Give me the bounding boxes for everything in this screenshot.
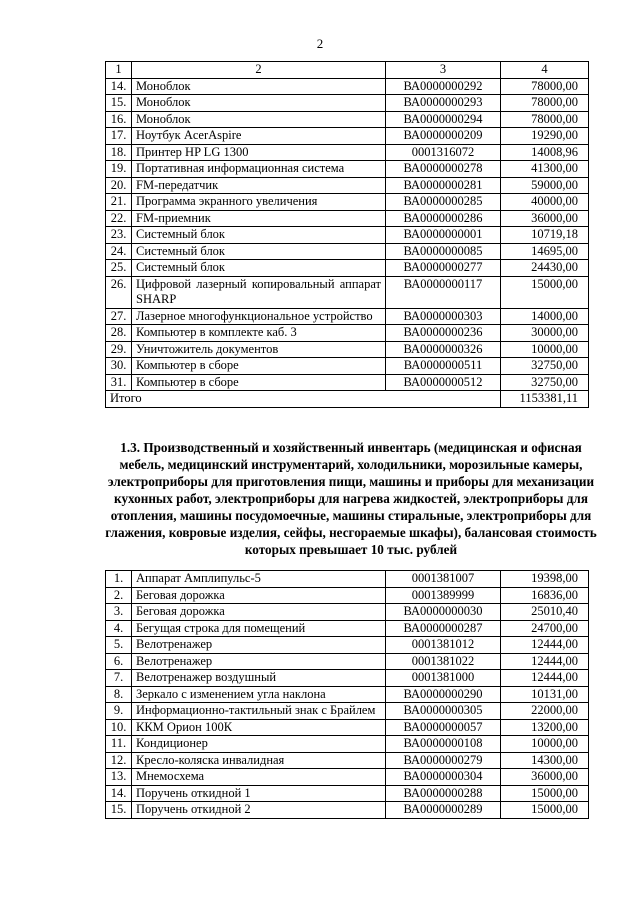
item-value: 10000,00 xyxy=(501,736,589,753)
header-cell: 3 xyxy=(386,62,501,79)
table-row xyxy=(106,227,589,244)
row-number: 10. xyxy=(106,719,132,736)
inventory-code: ВА0000000294 xyxy=(386,111,501,128)
row-number: 20. xyxy=(106,177,132,194)
item-name: Моноблок xyxy=(132,111,386,128)
table-row xyxy=(106,736,589,753)
table-row xyxy=(106,341,589,358)
item-value: 32750,00 xyxy=(501,374,589,391)
inventory-table xyxy=(105,570,589,819)
table-row xyxy=(106,571,589,588)
item-value: 15000,00 xyxy=(501,276,589,308)
item-name: Компьютер в комплекте каб. 3 xyxy=(132,325,386,342)
table-row xyxy=(106,243,589,260)
item-name: Беговая дорожка xyxy=(132,604,386,621)
inventory-code: ВА0000000277 xyxy=(386,260,501,277)
row-number: 18. xyxy=(106,144,132,161)
table-row xyxy=(106,78,589,95)
inventory-code: ВА0000000287 xyxy=(386,620,501,637)
item-name: Системный блок xyxy=(132,260,386,277)
inventory-code: ВА0000000292 xyxy=(386,78,501,95)
row-number: 4. xyxy=(106,620,132,637)
inventory-code: ВА0000000278 xyxy=(386,161,501,178)
table-row xyxy=(106,210,589,227)
inventory-code: ВА0000000289 xyxy=(386,802,501,819)
item-name: Поручень откидной 2 xyxy=(132,802,386,819)
table-row xyxy=(106,637,589,654)
item-name: Велотренажер xyxy=(132,653,386,670)
item-name: FM-передатчик xyxy=(132,177,386,194)
inventory-code: ВА0000000117 xyxy=(386,276,501,308)
inventory-code: ВА0000000303 xyxy=(386,308,501,325)
inventory-code: ВА0000000108 xyxy=(386,736,501,753)
item-value: 16836,00 xyxy=(501,587,589,604)
item-value: 36000,00 xyxy=(501,769,589,786)
inventory-code: ВА0000000281 xyxy=(386,177,501,194)
table-row xyxy=(106,769,589,786)
item-name: Беговая дорожка xyxy=(132,587,386,604)
item-value: 32750,00 xyxy=(501,358,589,375)
item-value: 13200,00 xyxy=(501,719,589,736)
item-name: Уничтожитель документов xyxy=(132,341,386,358)
row-number: 13. xyxy=(106,769,132,786)
table-row xyxy=(106,276,589,308)
row-number: 17. xyxy=(106,128,132,145)
inventory-code: 0001389999 xyxy=(386,587,501,604)
item-value: 14300,00 xyxy=(501,752,589,769)
row-number: 26. xyxy=(106,276,132,308)
row-number: 25. xyxy=(106,260,132,277)
table-row xyxy=(106,260,589,277)
row-number: 3. xyxy=(106,604,132,621)
table-row xyxy=(106,144,589,161)
item-name: Бегущая строка для помещений xyxy=(132,620,386,637)
inventory-code: ВА0000000512 xyxy=(386,374,501,391)
header-cell: 4 xyxy=(501,62,589,79)
row-number: 24. xyxy=(106,243,132,260)
row-number: 14. xyxy=(106,785,132,802)
table-row xyxy=(106,686,589,703)
table-row xyxy=(106,308,589,325)
table-row xyxy=(106,587,589,604)
item-value: 78000,00 xyxy=(501,78,589,95)
row-number: 1. xyxy=(106,571,132,588)
row-number: 30. xyxy=(106,358,132,375)
item-name: Зеркало с изменением угла наклона xyxy=(132,686,386,703)
table-row xyxy=(106,670,589,687)
row-number: 15. xyxy=(106,802,132,819)
item-name: Компьютер в сборе xyxy=(132,358,386,375)
table-row xyxy=(106,653,589,670)
total-row xyxy=(106,391,589,408)
inventory-code: ВА0000000057 xyxy=(386,719,501,736)
inventory-code: 0001381012 xyxy=(386,637,501,654)
inventory-code: 0001316072 xyxy=(386,144,501,161)
table-row xyxy=(106,177,589,194)
inventory-code: ВА0000000286 xyxy=(386,210,501,227)
item-value: 10131,00 xyxy=(501,686,589,703)
inventory-code: ВА0000000209 xyxy=(386,128,501,145)
row-number: 14. xyxy=(106,78,132,95)
item-value: 24700,00 xyxy=(501,620,589,637)
item-value: 36000,00 xyxy=(501,210,589,227)
row-number: 27. xyxy=(106,308,132,325)
inventory-code: 0001381000 xyxy=(386,670,501,687)
item-name: Системный блок xyxy=(132,243,386,260)
item-value: 59000,00 xyxy=(501,177,589,194)
inventory-code: ВА0000000290 xyxy=(386,686,501,703)
item-value: 41300,00 xyxy=(501,161,589,178)
item-value: 15000,00 xyxy=(501,802,589,819)
item-value: 15000,00 xyxy=(501,785,589,802)
item-name: Портативная информационная система xyxy=(132,161,386,178)
row-number: 29. xyxy=(106,341,132,358)
row-number: 15. xyxy=(106,95,132,112)
row-number: 19. xyxy=(106,161,132,178)
inventory-code: 0001381022 xyxy=(386,653,501,670)
table-row xyxy=(106,325,589,342)
inventory-code: ВА0000000279 xyxy=(386,752,501,769)
table-row xyxy=(106,161,589,178)
item-value: 22000,00 xyxy=(501,703,589,720)
row-number: 8. xyxy=(106,686,132,703)
table-row xyxy=(106,785,589,802)
item-value: 12444,00 xyxy=(501,637,589,654)
table-row xyxy=(106,95,589,112)
table-row xyxy=(106,374,589,391)
item-name: Системный блок xyxy=(132,227,386,244)
row-number: 12. xyxy=(106,752,132,769)
item-name: Велотренажер воздушный xyxy=(132,670,386,687)
inventory-code: ВА0000000001 xyxy=(386,227,501,244)
item-name: Моноблок xyxy=(132,78,386,95)
inventory-code: ВА0000000030 xyxy=(386,604,501,621)
row-number: 7. xyxy=(106,670,132,687)
item-name: Цифровой лазерный копировальный аппарат SHARP xyxy=(132,276,386,308)
table-row xyxy=(106,128,589,145)
item-name: Поручень откидной 1 xyxy=(132,785,386,802)
row-number: 16. xyxy=(106,111,132,128)
item-value: 30000,00 xyxy=(501,325,589,342)
item-name: Мнемосхема xyxy=(132,769,386,786)
table-header-row xyxy=(106,62,589,79)
table-row xyxy=(106,802,589,819)
item-name: Информационно-тактильный знак с Брайлем xyxy=(132,703,386,720)
item-value: 12444,00 xyxy=(501,653,589,670)
table-row xyxy=(106,703,589,720)
inventory-code: ВА0000000304 xyxy=(386,769,501,786)
total-value: 1153381,11 xyxy=(501,391,589,408)
table-row xyxy=(106,620,589,637)
table-row xyxy=(106,111,589,128)
row-number: 9. xyxy=(106,703,132,720)
row-number: 2. xyxy=(106,587,132,604)
item-name: Моноблок xyxy=(132,95,386,112)
item-name: Кресло-коляска инвалидная xyxy=(132,752,386,769)
item-name: Кондиционер xyxy=(132,736,386,753)
item-value: 14695,00 xyxy=(501,243,589,260)
row-number: 23. xyxy=(106,227,132,244)
row-number: 22. xyxy=(106,210,132,227)
item-value: 14008,96 xyxy=(501,144,589,161)
total-label: Итого xyxy=(106,391,501,408)
item-name: Аппарат Амплипульс-5 xyxy=(132,571,386,588)
table-row xyxy=(106,358,589,375)
inventory-code: ВА0000000285 xyxy=(386,194,501,211)
item-value: 78000,00 xyxy=(501,95,589,112)
row-number: 31. xyxy=(106,374,132,391)
item-name: Программа экранного увеличения xyxy=(132,194,386,211)
item-name: Ноутбук AcerAspire xyxy=(132,128,386,145)
item-name: ККМ Орион 100К xyxy=(132,719,386,736)
row-number: 28. xyxy=(106,325,132,342)
equipment-table xyxy=(105,61,589,408)
item-name: Компьютер в сборе xyxy=(132,374,386,391)
item-value: 19290,00 xyxy=(501,128,589,145)
item-value: 25010,40 xyxy=(501,604,589,621)
item-name: FM-приемник xyxy=(132,210,386,227)
table-row xyxy=(106,604,589,621)
table-row xyxy=(106,752,589,769)
item-value: 14000,00 xyxy=(501,308,589,325)
item-value: 24430,00 xyxy=(501,260,589,277)
row-number: 11. xyxy=(106,736,132,753)
inventory-code: ВА0000000236 xyxy=(386,325,501,342)
item-value: 10719,18 xyxy=(501,227,589,244)
item-value: 40000,00 xyxy=(501,194,589,211)
item-name: Велотренажер xyxy=(132,637,386,654)
header-cell: 1 xyxy=(106,62,132,79)
inventory-code: ВА0000000288 xyxy=(386,785,501,802)
page-number: 2 xyxy=(316,36,324,51)
inventory-code: ВА0000000085 xyxy=(386,243,501,260)
inventory-code: ВА0000000293 xyxy=(386,95,501,112)
inventory-code: ВА0000000511 xyxy=(386,358,501,375)
item-name: Лазерное многофункциональное устройство xyxy=(132,308,386,325)
item-value: 19398,00 xyxy=(501,571,589,588)
item-value: 12444,00 xyxy=(501,670,589,687)
row-number: 6. xyxy=(106,653,132,670)
row-number: 5. xyxy=(106,637,132,654)
inventory-code: ВА0000000305 xyxy=(386,703,501,720)
item-name: Принтер HP LG 1300 xyxy=(132,144,386,161)
row-number: 21. xyxy=(106,194,132,211)
inventory-code: ВА0000000326 xyxy=(386,341,501,358)
header-cell: 2 xyxy=(132,62,386,79)
item-value: 78000,00 xyxy=(501,111,589,128)
inventory-code: 0001381007 xyxy=(386,571,501,588)
table-row xyxy=(106,719,589,736)
item-value: 10000,00 xyxy=(501,341,589,358)
table-row xyxy=(106,194,589,211)
section-heading: 1.3. Производственный и хозяйственный инвентарь (медицинская и офисная мебель, медицинский инструментарий, холодильники, морозильные камеры, электроприборы для приготовления пищи, машины и приборы для механизации кухонных работ, электроприборы для нагрева жидкостей, электроприборы для отопления, машины посудомоечные, машины стиральные, электроприборы для глажения, ковровые изделия, сейфы, несгораемые шкафы), балансовая стоимость которых превышает 10 тыс. рублей xyxy=(105,440,597,557)
